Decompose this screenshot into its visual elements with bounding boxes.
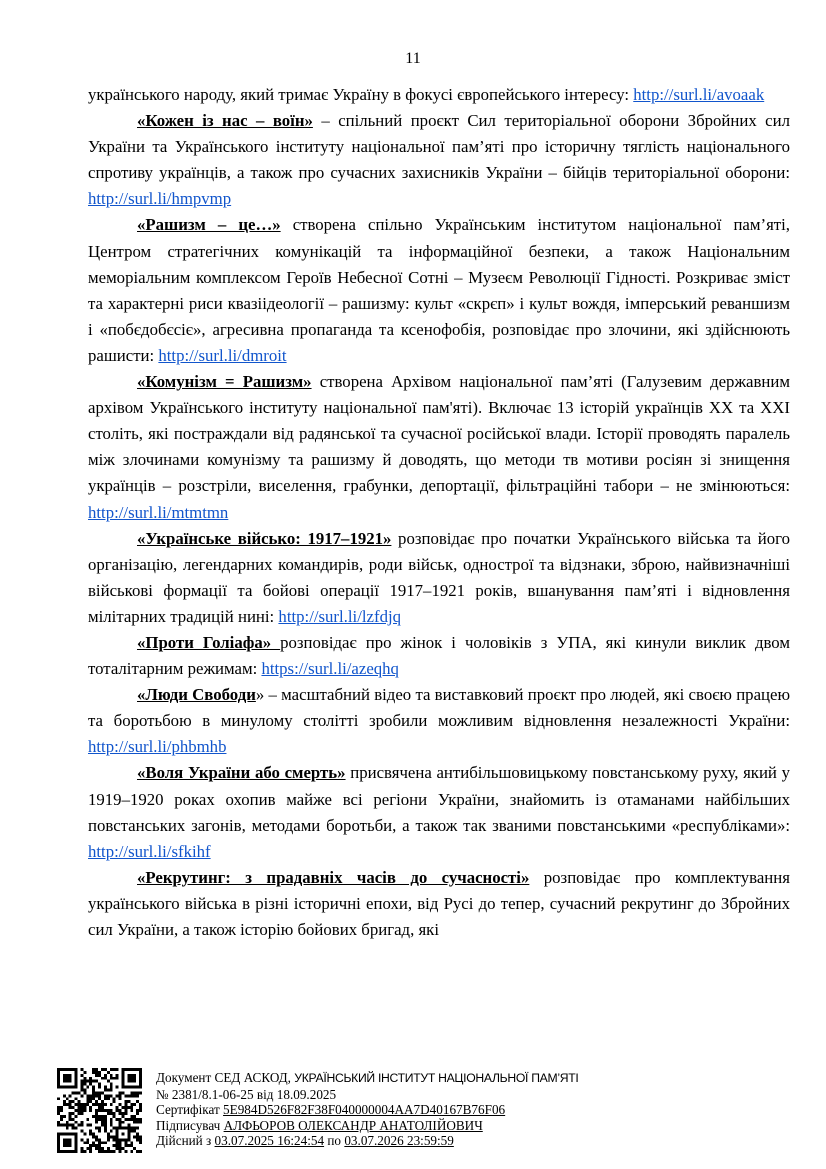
paragraph (88, 212, 790, 369)
stamp-doc-line (156, 1070, 579, 1087)
body-text-run: розповідає про початки Українського війська та його організацію, легендарних командирів, роди військ, однострої та відзнаки, зброю, найвизначніші військові формації та бойові операції 1917–1921 років, вшанування пам’яті і відновлення мілітарних традицій нині: (88, 528, 790, 626)
hyperlink[interactable]: http://surl.li/mtmtmn (88, 502, 229, 522)
hyperlink[interactable]: http://surl.li/phbmhb (88, 737, 227, 757)
body-text-run: – спільний проєкт Сил територіальної оборони Збройних сил України та Українського інституту національної пам’яті про історичну тяглість національного спротиву українців, а також про сучасних захисників України – бійців територіальної оборони: (88, 111, 790, 183)
doc-system-label: Документ СЕД АСКОД, (156, 1070, 295, 1085)
qr-code-icon (57, 1068, 142, 1153)
paragraph (88, 630, 790, 682)
signer-name: АЛФЬОРОВ ОЛЕКСАНДР АНАТОЛІЙОВИЧ (223, 1117, 483, 1133)
hyperlink[interactable]: http://surl.li/sfkihf (88, 841, 211, 861)
body-text-run: присвячена антибільшовицькому повстанському руху, який у 1919–1920 роках охопив майже всі регіони України, знайомить із отаманами найбільших повстанських загонів, методами боротьби, а також так званими повстанськими «республіками»: (88, 763, 790, 835)
validity-separator: по (324, 1133, 345, 1149)
certificate-line (156, 1102, 579, 1118)
certificate-value: 5E984D526F82F38F040000004AA7D40167B76F06 (223, 1102, 506, 1118)
organization-name: УКРАЇНСЬКИЙ ІНСТИТУТ НАЦІОНАЛЬНОЇ ПАМ’ЯТІ (294, 1071, 579, 1085)
project-title: «Рашизм – це…» (137, 215, 281, 235)
validity-from: 03.07.2025 16:24:54 (214, 1133, 325, 1149)
body-text-run: розповідає про комплектування українського війська в різні історичні епохи, від Русі до тепер, сучасний рекрутинг до Збройних сил України, а також історію бойових бригад, які (88, 867, 790, 939)
validity-to: 03.07.2026 23:59:59 (344, 1133, 454, 1149)
validity-label: Дійсний з (156, 1133, 215, 1149)
paragraph (88, 82, 790, 108)
body-text-run: розповідає про жінок і чоловіків з УПА, які кинули виклик двом тоталітарним режимам: (88, 632, 790, 679)
paragraph (88, 108, 790, 212)
project-title: «Українське військо: 1917–1921» (137, 528, 392, 548)
document-body (88, 82, 790, 943)
project-title: «Рекрутинг: з прадавніх часів до сучасності» (137, 867, 530, 887)
project-title: «Комунізм = Рашизм» (137, 372, 312, 392)
paragraph (88, 526, 790, 630)
body-text-run: створена спільно Українським інститутом національної пам’яті, Центром стратегічних комунікацій та інформаційної безпеки, а також Національним меморіальним комплексом Героїв Небесної Сотні – Музеєм Революції Гідності. Розкриває зміст та характерні риси квазіідеології – рашизму: культ «скрєп» і культ вождя, імперський реваншизм і «побєдобєсіє», агресивна пропаганда та ксенофобія, розповідає про злочини, які здійснюють рашисти: (88, 215, 791, 365)
hyperlink[interactable]: http://surl.li/avoaak (633, 85, 765, 104)
signer-label: Підписувач (156, 1117, 224, 1133)
hyperlink[interactable]: http://surl.li/dmroit (158, 345, 287, 365)
page-number: 11 (405, 50, 421, 67)
paragraph (88, 760, 790, 864)
doc-number: № 2381/8.1-06-25 від 18.09.2025 (156, 1086, 337, 1102)
paragraph (88, 369, 790, 526)
body-text-run: українського народу, який тримає Україну в фокусі європейського інтересу: (88, 85, 634, 104)
hyperlink[interactable]: http://surl.li/lzfdjq (278, 606, 402, 626)
signature-stamp-text (156, 1068, 579, 1149)
body-text-run: створена Архівом національної пам’яті (Галузевим державним архівом Українського інституту національної пам'яті). Включає 13 історій українців ХХ та ХХІ століть, які постраждали від радянської та сучасної російської влади. Історії проводять паралель між злочинами комунізму та рашизму й доводять, що методи тв мотиви росіян зі знищення українців – розстріли, виселення, грабунки, депортації, фільтраційні табори – не змінюються: (88, 372, 790, 496)
project-title: «Проти Голіафа» (137, 632, 281, 652)
validity-line (156, 1133, 579, 1149)
hyperlink[interactable]: http://surl.li/hmpvmp (88, 189, 232, 209)
body-text-run: » – масштабний відео та виставковий проєкт про людей, які своєю працею та боротьбою в минулому столітті зробили можливим відновлення незалежності України: (88, 685, 790, 731)
project-title: «Воля України або смерть» (137, 763, 346, 783)
signature-block (57, 1068, 579, 1153)
project-title: «Люди Свободи (137, 685, 256, 705)
paragraph (88, 682, 790, 760)
hyperlink[interactable]: https://surl.li/azeqhq (261, 659, 399, 679)
paragraph (88, 865, 790, 943)
certificate-label: Сертифікат (156, 1102, 224, 1118)
project-title: «Кожен із нас – воїн» (137, 111, 313, 131)
signer-line (156, 1118, 579, 1134)
